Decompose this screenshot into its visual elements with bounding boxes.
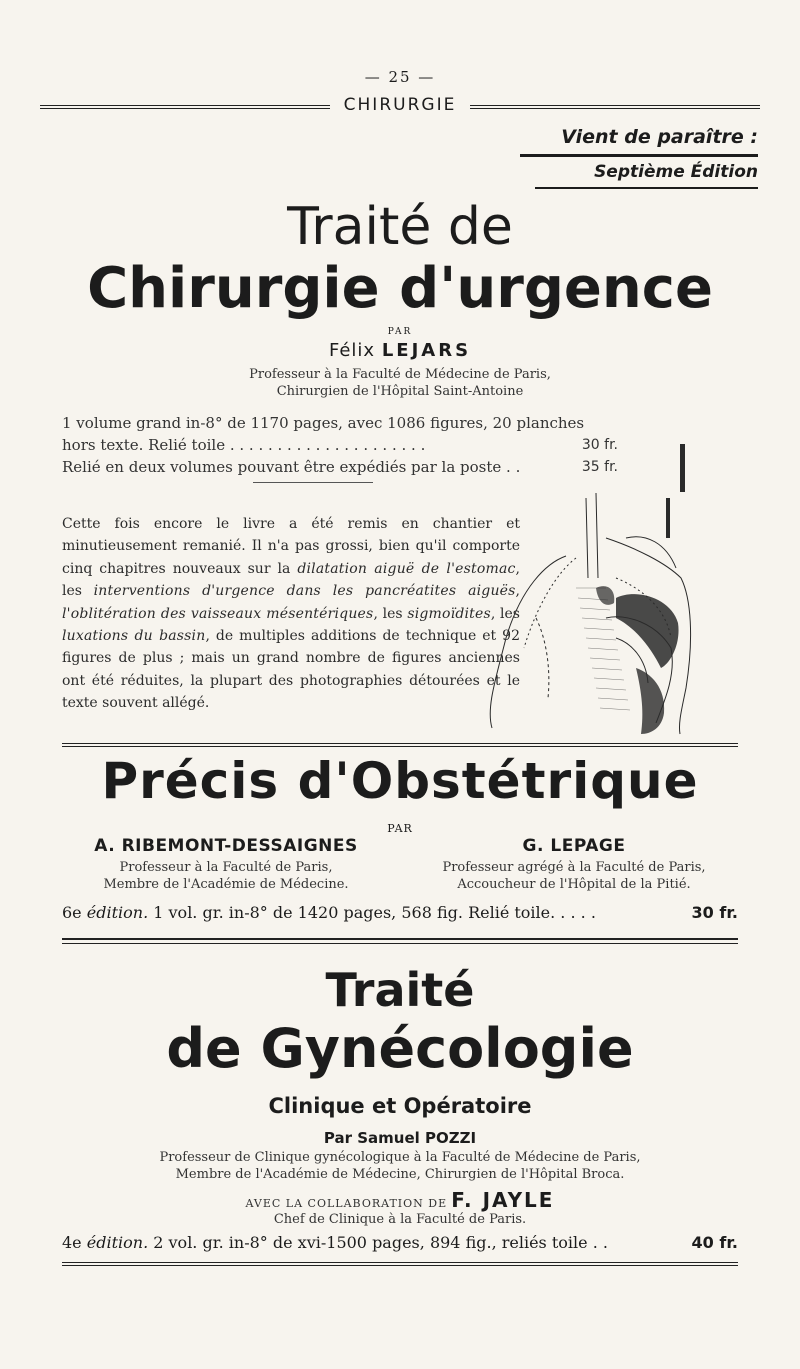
divider-rule — [62, 743, 738, 747]
book3-subtitle: Clinique et Opératoire — [268, 1094, 532, 1118]
book1-spec-line2: hors texte. Relié toile . . . . . . . . . . . . . . . . . . . . . — [62, 436, 426, 454]
book1-author-first: Félix — [328, 340, 376, 361]
book2-par: PAR — [387, 822, 413, 835]
page-number: — 25 — — [364, 68, 436, 86]
book2-edition-line — [62, 903, 738, 922]
book3-price: 40 fr. — [691, 1233, 738, 1252]
collab-prefix: AVEC LA COLLABORATION DE — [245, 1197, 448, 1210]
book1-spec-line3: Relié en deux volumes pouvant être expédiés par la poste . . — [62, 458, 521, 476]
book1-affiliation-line2: Chirurgien de l'Hôpital Saint-Antoine — [276, 384, 524, 399]
book3-edition-num: 4e — [62, 1233, 82, 1252]
desc-italic: l'oblitération des vaisseaux mésentériques — [62, 605, 374, 622]
book1-affiliation-line1: Professeur à la Faculté de Médecine de Paris, — [249, 367, 551, 382]
book3-affiliation-line2: Membre de l'Académie de Médecine, Chirurgien de l'Hôpital Broca. — [175, 1167, 625, 1182]
book1-title-line2: Chirurgie d'urgence — [87, 256, 713, 321]
desc-text: , les — [62, 560, 520, 600]
book2-author1 — [56, 836, 396, 893]
book1-author-last: LEJARS — [381, 340, 472, 361]
book1-affiliation — [0, 366, 800, 400]
desc-text: , de multiples additions de technique et 92 figures de plus ; mais un grand nombre de figures anciennes ont été réduites, la plupart des photographies détourées et le texte souvent allégé. — [62, 628, 520, 712]
book2-author2-aff2: Accoucheur de l'Hôpital de la Pitié. — [457, 877, 691, 892]
book3-author: Par Samuel POZZI — [323, 1129, 477, 1147]
book3-edition-line — [62, 1233, 738, 1252]
anatomical-illustration — [466, 438, 698, 736]
desc-italic: dilatation aiguë de l'estomac — [297, 560, 516, 577]
short-divider — [253, 482, 373, 483]
book2-edition-word: édition. — [86, 903, 149, 922]
edition-underline — [535, 187, 758, 189]
book3-affiliation — [0, 1149, 800, 1183]
book2-edition-details: 1 vol. gr. in-8° de 1420 pages, 568 fig. Relié toile. . . . . — [153, 903, 596, 922]
book1-price2: 35 fr. — [581, 459, 618, 475]
desc-italic: sigmoïdites — [407, 605, 491, 622]
book3-collaboration — [0, 1188, 800, 1212]
desc-text: Cette fois encore le livre a été remis en chantier et minutieusement remanié. Il n'a pas grossi, bien qu'il comporte cinq chapitres nouveaux sur la — [62, 516, 520, 577]
desc-italic: interventions d'urgence dans les pancréatites aiguës — [93, 583, 516, 600]
book1-title-line1: Traité de — [287, 197, 513, 257]
banner-underline — [520, 154, 758, 157]
new-release-banner: Vient de paraître : — [561, 126, 758, 148]
book2-author1-name: A. RIBEMONT-DESSAIGNES — [94, 836, 358, 856]
book2-price: 30 fr. — [691, 903, 738, 922]
divider-rule — [62, 938, 738, 944]
book2-authors — [62, 836, 738, 898]
section-header — [40, 95, 760, 119]
book3-affiliation-line1: Professeur de Clinique gynécologique à la Faculté de Médecine de Paris, — [159, 1150, 641, 1165]
book1-author — [0, 340, 800, 361]
section-title: CHIRURGIE — [330, 95, 471, 115]
collab-name: F. JAYLE — [451, 1188, 555, 1212]
divider-rule — [62, 1262, 738, 1266]
desc-text: , les — [490, 605, 520, 622]
book2-author2-aff1: Professeur agrégé à la Faculté de Paris, — [442, 860, 706, 875]
desc-text: , — [515, 583, 520, 600]
book1-par: PAR — [387, 327, 413, 337]
book3-edition-details: 2 vol. gr. in-8° de xvi-1500 pages, 894 fig., reliés toile . . — [153, 1233, 608, 1252]
book2-author2 — [404, 836, 744, 893]
book2-author1-aff1: Professeur à la Faculté de Paris, — [119, 860, 333, 875]
desc-italic: luxations du bassin — [62, 628, 206, 645]
book3-title-line1: Traité — [325, 963, 475, 1017]
book2-title: Précis d'Obstétrique — [101, 752, 699, 810]
book3-title-line2: de Gynécologie — [166, 1017, 634, 1080]
book2-author1-aff2: Membre de l'Académie de Médecine. — [103, 877, 349, 892]
book1-description — [62, 513, 520, 715]
book2-edition-num: 6e — [62, 903, 82, 922]
collab-role: Chef de Clinique à la Faculté de Paris. — [273, 1212, 527, 1227]
book3-edition-word: édition. — [86, 1233, 149, 1252]
book2-author2-name: G. LEPAGE — [522, 836, 626, 856]
book1-price1: 30 fr. — [581, 437, 618, 453]
desc-text: , les — [373, 605, 408, 622]
edition-banner: Septième Édition — [594, 162, 758, 182]
book1-spec-line1: 1 volume grand in-8° de 1170 pages, avec 1086 figures, 20 planches — [62, 414, 585, 432]
